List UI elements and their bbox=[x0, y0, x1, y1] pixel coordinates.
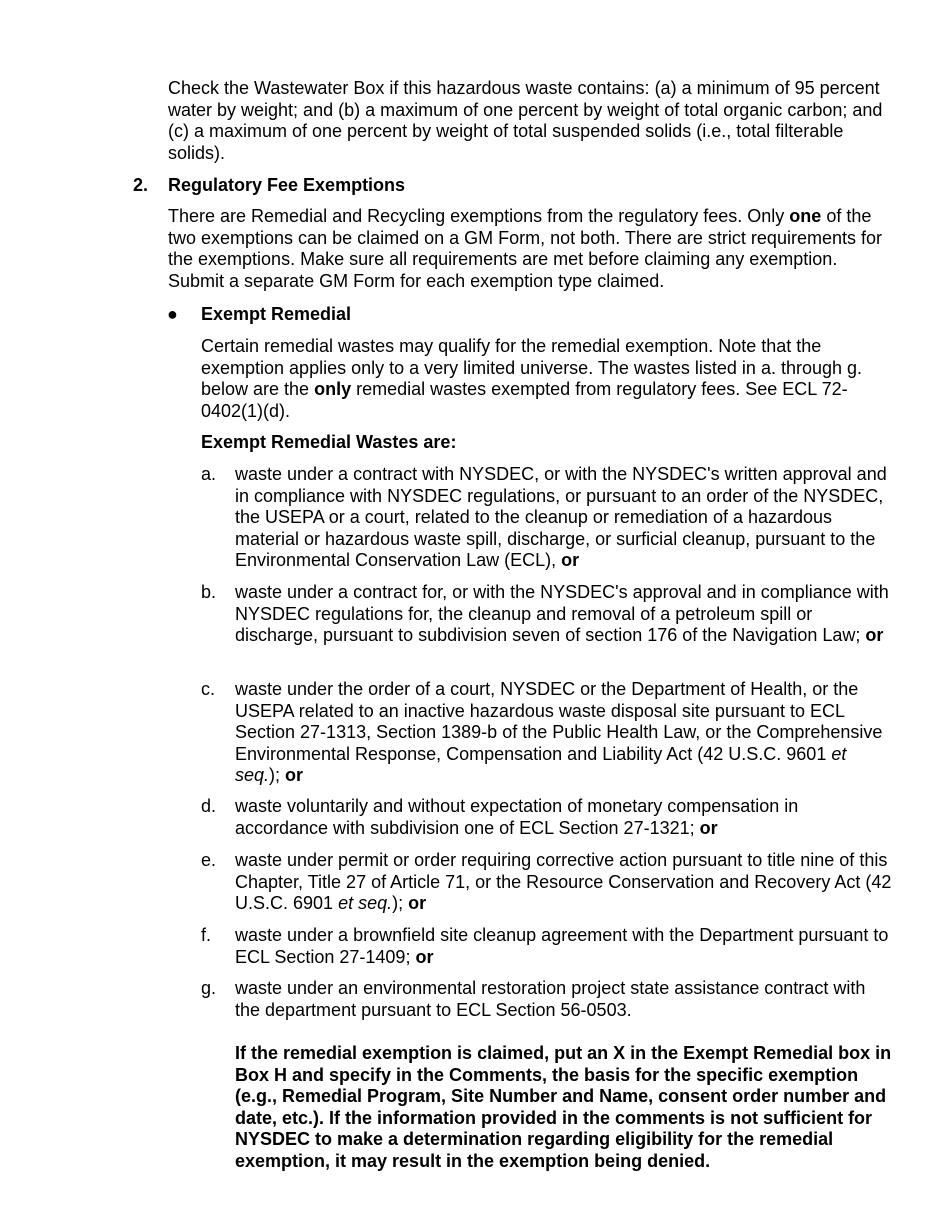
list-item bbox=[201, 464, 901, 572]
section-body-text-1: There are Remedial and Recycling exemptions from the regulatory fees. Only bbox=[168, 206, 790, 226]
section-body bbox=[168, 206, 893, 292]
list-item-letter: b. bbox=[201, 582, 217, 602]
wastewater-paragraph: Check the Wastewater Box if this hazardous waste contains: (a) a minimum of 95 percent water by weight; and (b) a maximum of one percent by weight of total organic carbon; and (c) a maximum of one percent by weight of total suspended solids (i.e., total filterable solids). bbox=[168, 78, 883, 163]
exempt-wastes-heading: Exempt Remedial Wastes are: bbox=[201, 432, 457, 452]
list-item-after: ); bbox=[269, 765, 286, 785]
list-item-body: waste under the order of a court, NYSDEC or the Department of Health, or the USEPA related to an inactive hazardous waste disposal site pursuant to ECL Section 27-1313, Section 1389-b of the Public Health Law, or the Comprehensive Environmental Response, Compensation and Liability Act (42 U.S.C. 9601 bbox=[235, 679, 883, 764]
list-item-body: waste voluntarily and without expectation of monetary compensation in accordance with subdivision one of ECL Section 27-1321; bbox=[235, 796, 799, 838]
list-item-conjunction: or bbox=[415, 946, 434, 967]
list-item-body: waste under a brownfield site cleanup agreement with the Department pursuant to ECL Section 27-1409; bbox=[235, 925, 889, 967]
list-item-conjunction: or bbox=[285, 765, 304, 785]
remedial-body bbox=[201, 336, 901, 422]
list-item-letter: g. bbox=[201, 978, 217, 998]
closing-text-1: If the remedial exemption is claimed, put an X in the Exempt Remedial box in Box H and specify in the Comments, the basis for the specific exemption (e.g., Remedial Program, Site Number and Name, consent order number and date, etc.) bbox=[235, 1043, 892, 1128]
list-item-italic: et seq. bbox=[235, 743, 847, 785]
list-item-letter: e. bbox=[201, 850, 217, 870]
remedial-body-text-1: Certain remedial wastes may qualify for the remedial exemption. Note that the exemption applies only to a very limited universe. The wastes listed in a. through g. below are the bbox=[201, 336, 863, 399]
list-item-body: waste under a contract with NYSDEC, or with the NYSDEC's written approval and in compliance with NYSDEC regulations, or pursuant to an order of the NYSDEC, the USEPA or a court, related to the cleanup or remediation of a hazardous material or hazardous waste spill, discharge, or surficial cleanup, pursuant to the Environmental Conservation Law (ECL), bbox=[235, 464, 887, 570]
list-item-letter: d. bbox=[201, 796, 217, 816]
list-item bbox=[201, 850, 901, 915]
list-item-after: ); bbox=[392, 893, 409, 913]
section-title: Regulatory Fee Exemptions bbox=[168, 175, 406, 195]
remedial-claim-instructions bbox=[235, 1043, 900, 1172]
list-item-letter: c. bbox=[201, 679, 216, 699]
list-item-text bbox=[235, 679, 895, 787]
section-number: 2. bbox=[133, 175, 149, 195]
list-item-body: waste under permit or order requiring corrective action pursuant to title nine of this Chapter, Title 27 of Article 71, or the Resource Conservation and Recovery Act (42 U.S.C. 6901 bbox=[235, 850, 892, 913]
list-item bbox=[201, 679, 901, 787]
list-item-conjunction: or bbox=[699, 817, 718, 838]
list-item-text bbox=[235, 464, 895, 572]
bullet-icon: ● bbox=[167, 304, 178, 324]
remedial-body-emphasis: only bbox=[314, 379, 352, 399]
list-item-text bbox=[235, 796, 895, 839]
list-item bbox=[201, 582, 901, 647]
remedial-title: Exempt Remedial bbox=[201, 304, 352, 324]
list-item-letter: f. bbox=[201, 925, 212, 945]
list-item bbox=[201, 978, 901, 1021]
list-item-conjunction: or bbox=[408, 893, 427, 913]
list-item-italic: et seq. bbox=[338, 893, 393, 913]
list-item-body: waste under a contract for, or with the NYSDEC's approval and in compliance with NYSDEC regulations for, the cleanup and removal of a petroleum spill or discharge, pursuant to subdivision seven of section 176 of the Navigation Law; bbox=[235, 582, 889, 645]
list-item-body: waste under an environmental restoration project state assistance contract with the department pursuant to ECL Section 56-0503. bbox=[235, 978, 866, 1020]
list-item-text bbox=[235, 978, 895, 1021]
list-item-conjunction: or bbox=[865, 625, 884, 645]
list-item-conjunction: or bbox=[561, 550, 580, 570]
section-body-emphasis: one bbox=[789, 206, 822, 226]
list-item-text bbox=[235, 850, 895, 915]
list-item-text bbox=[235, 582, 895, 647]
closing-text-2: . If the information provided in the comments is not sufficient for NYSDEC to make a determination regarding eligibility for the remedial exemption, it may result in the exemption being denied. bbox=[235, 1107, 873, 1171]
list-item bbox=[201, 796, 901, 839]
list-item-letter: a. bbox=[201, 464, 217, 484]
list-item bbox=[201, 925, 901, 968]
remedial-body-text-2: remedial wastes exempted from regulatory fees. See ECL 72-0402(1)(d). bbox=[201, 379, 848, 421]
section-body-text-2: of the two exemptions can be claimed on a GM Form, not both. There are strict requirements for the exemptions. Make sure all requirements are met before claiming any exemption. Submit a separate GM Form for each exemption type claimed. bbox=[168, 206, 882, 291]
list-item-text bbox=[235, 925, 895, 968]
